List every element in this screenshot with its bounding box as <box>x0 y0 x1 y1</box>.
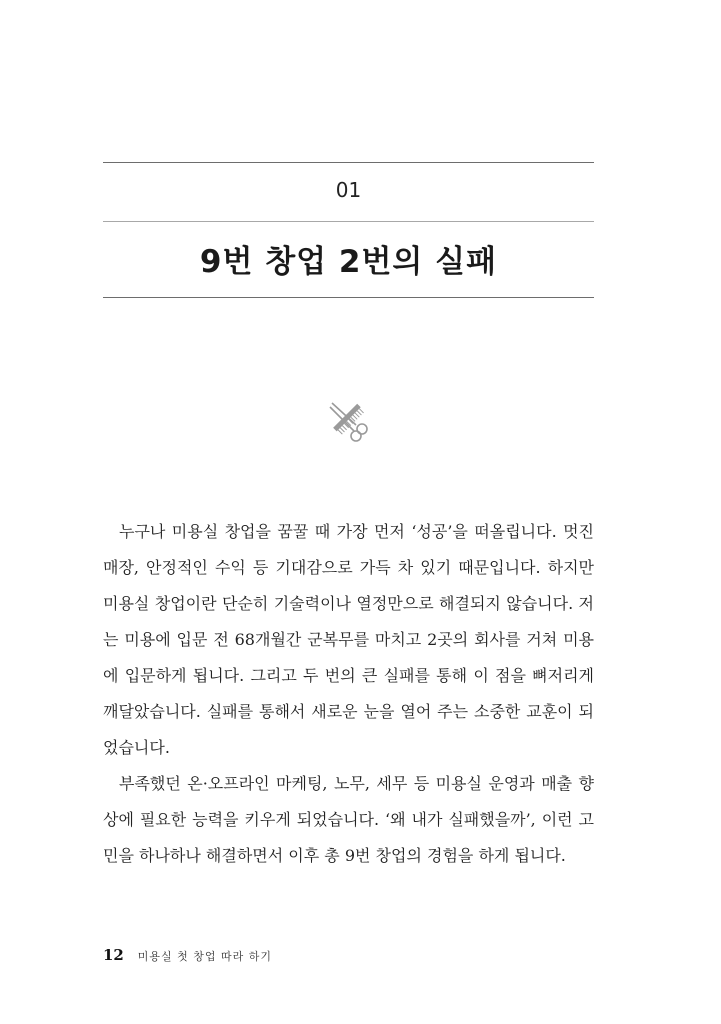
page-number: 12 <box>103 946 124 964</box>
body-text <box>103 514 594 874</box>
middle-divider <box>103 221 594 222</box>
page-footer <box>103 946 503 964</box>
paragraph: 누구나 미용실 창업을 꿈꿀 때 가장 먼저 ‘성공’을 떠올립니다. 멋진 매장, 안정적인 수익 등 기대감으로 가득 차 있기 때문입니다. 하지만 미용실 창업이란 단순히 기술력이나 열정만으로 해결되지 않습니다. 저는 미용에 입문 전 68개월간 군복무를 마치고 2곳의 회사를 거쳐 미용에 입문하게 됩니다. 그리고 두 번의 큰 실패를 통해 이 점을 뼈저리게 깨달았습니다. 실패를 통해서 새로운 눈을 열어 주는 소중한 교훈이 되었습니다. <box>103 522 594 757</box>
top-divider <box>103 162 594 163</box>
paragraph: 부족했던 온·오프라인 마케팅, 노무, 세무 등 미용실 운영과 매출 향상에 필요한 능력을 키우게 되었습니다. ‘왜 내가 실패했을까’, 이런 고민을 하나하나 해결하면서 이후 총 9번 창업의 경험을 하게 됩니다. <box>103 774 594 865</box>
chapter-number: 01 <box>335 178 362 202</box>
book-title: 미용실 첫 창업 따라 하기 <box>137 950 272 963</box>
comb-scissors-icon <box>318 395 378 445</box>
chapter-title: 9번 창업 2번의 실패 <box>199 244 498 280</box>
bottom-divider <box>103 297 594 298</box>
